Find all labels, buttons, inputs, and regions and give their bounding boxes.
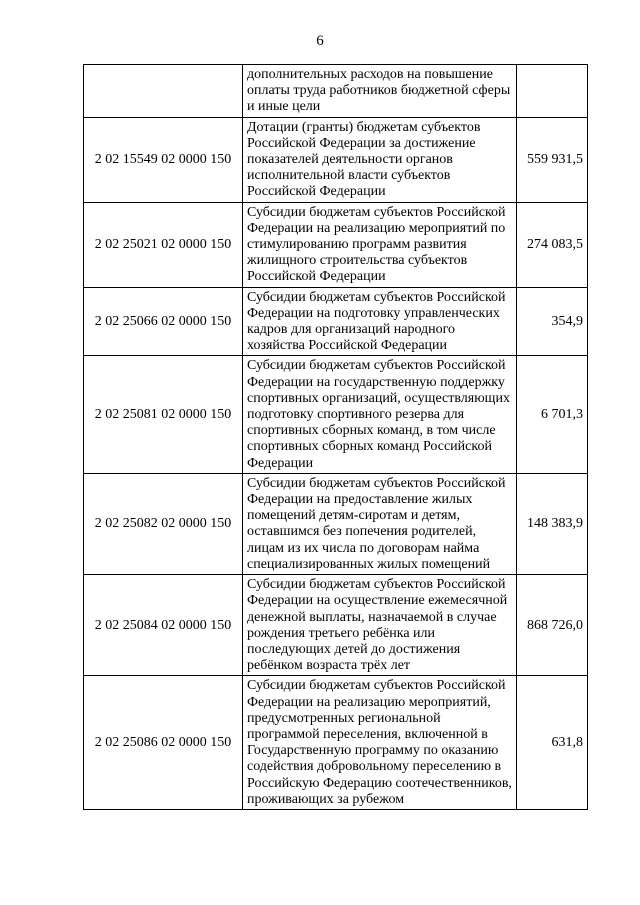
budget-code-cell: 2 02 25086 02 0000 150	[84, 676, 243, 810]
amount-cell: 631,8	[517, 676, 588, 810]
description-cell: Дотации (гранты) бюджетам субъектов Российской Федерации за достижение показателей деятельности органов исполнительной власти субъектов Российской Федерации	[243, 117, 517, 202]
table-row	[84, 356, 588, 473]
table-row	[84, 575, 588, 676]
table-row	[84, 117, 588, 202]
budget-code-cell	[84, 65, 243, 118]
description-cell: Субсидии бюджетам субъектов Российской Федерации на государственную поддержку спортивных организаций, осуществляющих подготовку спортивного резерва для спортивных сборных команд, в том числе спортивных сборных команд Российской Федерации	[243, 356, 517, 473]
amount-cell: 868 726,0	[517, 575, 588, 676]
description-cell: Субсидии бюджетам субъектов Российской Федерации на реализацию мероприятий по стимулированию программ развития жилищного строительства субъектов Российской Федерации	[243, 202, 517, 287]
budget-code-cell: 2 02 25081 02 0000 150	[84, 356, 243, 473]
description-cell: Субсидии бюджетам субъектов Российской Федерации на осуществление ежемесячной денежной выплаты, назначаемой в случае рождения третьего ребёнка или последующих детей до достижения ребёнком возраста трёх лет	[243, 575, 517, 676]
amount-cell: 559 931,5	[517, 117, 588, 202]
table-row	[84, 676, 588, 810]
description-cell: Субсидии бюджетам субъектов Российской Федерации на предоставление жилых помещений детям-сиротам и детям, оставшимся без попечения родителей, лицам из их числа по договорам найма специализированных жилых помещений	[243, 473, 517, 574]
page-number: 6	[316, 33, 324, 49]
description-cell: Субсидии бюджетам субъектов Российской Федерации на реализацию мероприятий, предусмотренных региональной программой переселения, включенной в Государственную программу по оказанию содействия добровольному переселению в Российскую Федерацию соотечественников, проживающих за рубежом	[243, 676, 517, 810]
table-row	[84, 287, 588, 356]
budget-code-cell: 2 02 25066 02 0000 150	[84, 287, 243, 356]
description-cell: Субсидии бюджетам субъектов Российской Федерации на подготовку управленческих кадров для организаций народного хозяйства Российской Федерации	[243, 287, 517, 356]
budget-code-cell: 2 02 25082 02 0000 150	[84, 473, 243, 574]
table-row	[84, 65, 588, 118]
amount-cell: 354,9	[517, 287, 588, 356]
table-row	[84, 202, 588, 287]
budget-revenue-table	[83, 64, 588, 810]
amount-cell	[517, 65, 588, 118]
budget-code-cell: 2 02 15549 02 0000 150	[84, 117, 243, 202]
budget-code-cell: 2 02 25084 02 0000 150	[84, 575, 243, 676]
amount-cell: 148 383,9	[517, 473, 588, 574]
amount-cell: 274 083,5	[517, 202, 588, 287]
table-row	[84, 473, 588, 574]
amount-cell: 6 701,3	[517, 356, 588, 473]
description-cell: дополнительных расходов на повышение оплаты труда работников бюджетной сферы и иные цели	[243, 65, 517, 118]
budget-code-cell: 2 02 25021 02 0000 150	[84, 202, 243, 287]
